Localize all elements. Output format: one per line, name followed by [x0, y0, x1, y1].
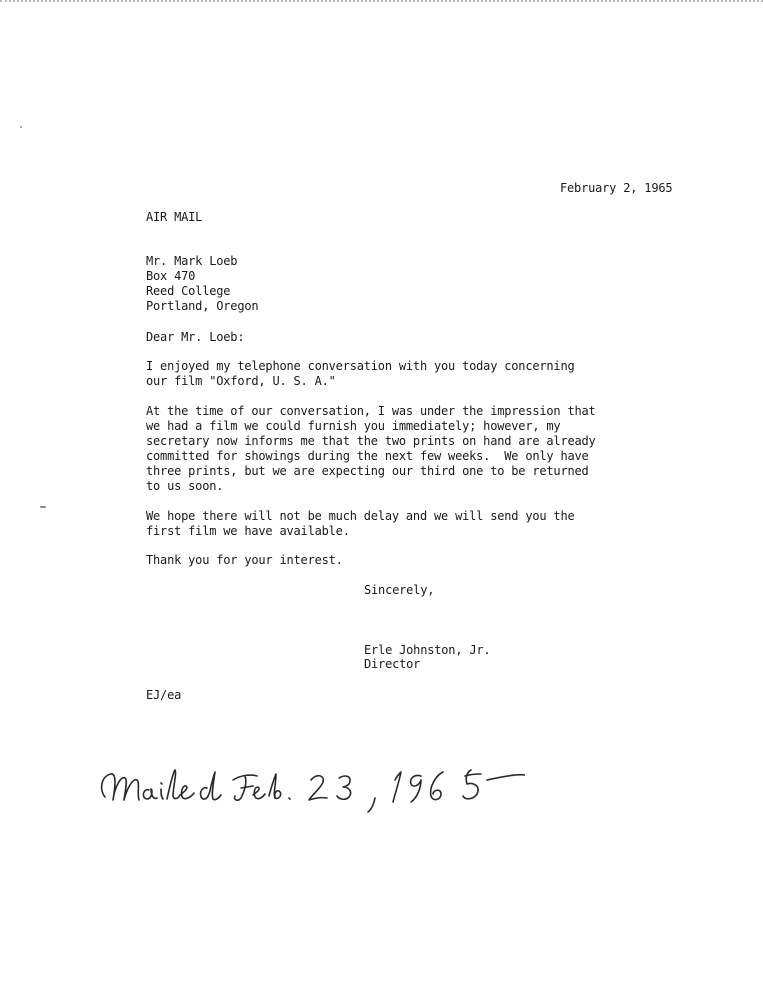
body-line: committed for showings during the next few weeks. We only have — [146, 449, 589, 463]
body-line: We hope there will not be much delay and we will send you the — [146, 509, 575, 523]
reference-initials: EJ/ea — [146, 688, 182, 702]
body-line: we had a film we could furnish you immediately; however, my — [146, 419, 561, 433]
recipient-line: Reed College — [146, 284, 231, 298]
recipient-address — [146, 254, 646, 314]
body-line: Thank you for your interest. — [146, 553, 343, 567]
signatory-name: Erle Johnston, Jr. — [364, 643, 491, 657]
delivery-method: AIR MAIL — [146, 210, 203, 224]
body-paragraph — [146, 509, 646, 539]
recipient-line: Portland, Oregon — [146, 299, 259, 313]
body-paragraph — [146, 404, 646, 494]
body-line: first film we have available. — [146, 524, 350, 538]
closing: Sincerely, — [364, 583, 435, 597]
body-line: three prints, but we are expecting our third one to be returned — [146, 464, 589, 478]
handwritten-note — [95, 762, 525, 822]
signatory-title: Director — [364, 657, 421, 671]
body-paragraph — [146, 553, 646, 568]
body-line: I enjoyed my telephone conversation with you today concerning — [146, 359, 575, 373]
body-line: our film "Oxford, U. S. A." — [146, 374, 336, 388]
body-line: to us soon. — [146, 479, 224, 493]
body-line: secretary now informs me that the two prints on hand are already — [146, 434, 596, 448]
letter-date: February 2, 1965 — [560, 181, 673, 195]
salutation: Dear Mr. Loeb: — [146, 330, 245, 344]
recipient-line: Box 470 — [146, 269, 196, 283]
body-line: At the time of our conversation, I was under the impression that — [146, 404, 596, 418]
recipient-line: Mr. Mark Loeb — [146, 254, 238, 268]
body-paragraph — [146, 359, 646, 389]
